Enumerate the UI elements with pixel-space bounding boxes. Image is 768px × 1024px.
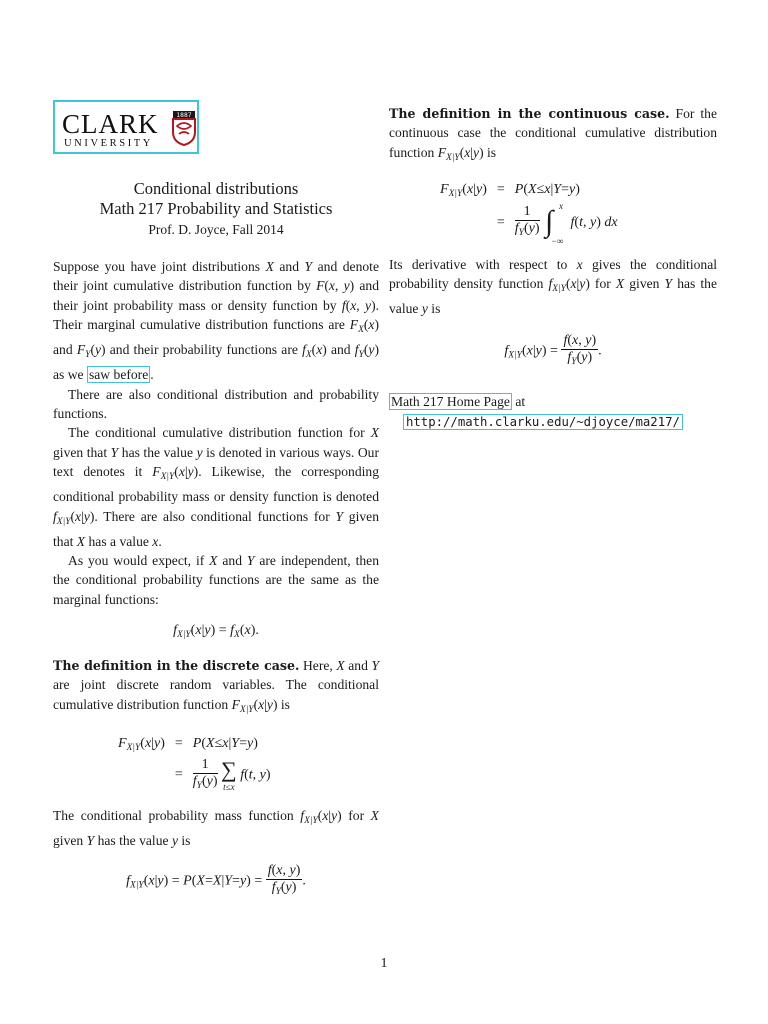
title-line-1: Conditional distributions xyxy=(133,179,299,198)
home-page-link[interactable]: Math 217 Home Page xyxy=(391,393,510,409)
author-line: Prof. D. Joyce, Fall 2014 xyxy=(148,222,284,237)
continuous-case-paragraph: The definition in the continuous case. For the continuous case the conditional cumulative distribution function $F_{X|Y}(x|y)$ is xyxy=(389,106,718,163)
seal-year: 1887 xyxy=(176,112,192,119)
course-url-link[interactable]: http://math.clarku.edu/~djoyce/ma217/ xyxy=(403,414,683,430)
discrete-case-paragraph: The definition in the discrete case. Here, X and Y are joint discrete random variables. The conditional cumulative distribution function $F_{X|Y}(x|y)$ is xyxy=(53,658,379,715)
title-line-2: Math 217 Probability and Statistics xyxy=(99,199,333,218)
logo-subtitle: UNIVERSITY xyxy=(64,138,153,149)
paragraph-3: The conditional cumulative distribution function for X given that Y has the value y is denoted in various ways. Our text denotes it $F_{X|Y}(x|y)$. Likewise, the corresponding conditional probability mass or density function is denoted $f_{X|Y}(x|y)$. There are also conditional functions for Y given that X has a value x. xyxy=(53,425,380,549)
discrete-heading: The definition in the discrete case. xyxy=(53,658,300,674)
paragraph-2: There are also conditional distribution and probability functions. xyxy=(53,386,379,422)
paragraph-4: As you would expect, if X and Y are independent, then the conditional probability functions are the same as the marginal functions: xyxy=(53,553,379,607)
clark-university-logo[interactable] xyxy=(53,100,199,154)
independence-equation: $f_{X|Y}(x|y) = f_X(x)$. xyxy=(173,623,259,641)
right-column xyxy=(389,104,717,430)
page-number: 1 xyxy=(380,956,388,971)
intro-paragraph: Suppose you have joint distributions X and Y and denote their joint cumulative distribution function by F(x, y) and their joint probability mass or density function by f(x, y). Their marginal cumulative distribution functions are $F_X(x)$ and $F_Y(y)$ and their probability functions are $f_X(x)$ and $f_Y(y)$ as we saw before . xyxy=(53,259,379,383)
continuous-pdf-equation: $f_{X|Y}(x|y)$ = $\frac{f(x, y)}{f_Y(y)}$ . xyxy=(504,332,602,367)
logo-name: CLARK xyxy=(62,109,159,139)
university-seal-icon xyxy=(172,110,196,146)
derivative-paragraph: Its derivative with respect to x gives the conditional probability density function $f_{X|Y}(x|y)$ for X given Y has the value y is xyxy=(389,256,717,317)
continuous-cdf-equation: $F_{X|Y}(x|y)$ = P(X≤x|Y=y) = $\frac{1}{f_Y(y)}$ ∫ x −∞ f(t, y) dx xyxy=(440,181,618,246)
home-page-line: Math 217 Home Page at xyxy=(391,393,526,409)
discrete-pmf-equation: $f_{X|Y}(x|y) = P(X=X|Y=y)$ = $\frac{f(x, y)}{f_Y(y)}$ . xyxy=(126,862,306,897)
discrete-cdf-equation: $F_{X|Y}(x|y)$ = P(X≤x|Y=y) = $\frac{1}{f_Y(y)}$ ∑ t≤x f(t, y) xyxy=(118,735,271,793)
continuous-heading: The definition in the continuous case. xyxy=(389,106,670,121)
saw-before-link[interactable]: saw before xyxy=(88,367,149,383)
left-column xyxy=(53,100,379,916)
pmf-paragraph: The conditional probability mass function $f_{X|Y}(x|y)$ for X given Y has the value y is xyxy=(53,807,379,849)
document-title xyxy=(53,179,379,239)
